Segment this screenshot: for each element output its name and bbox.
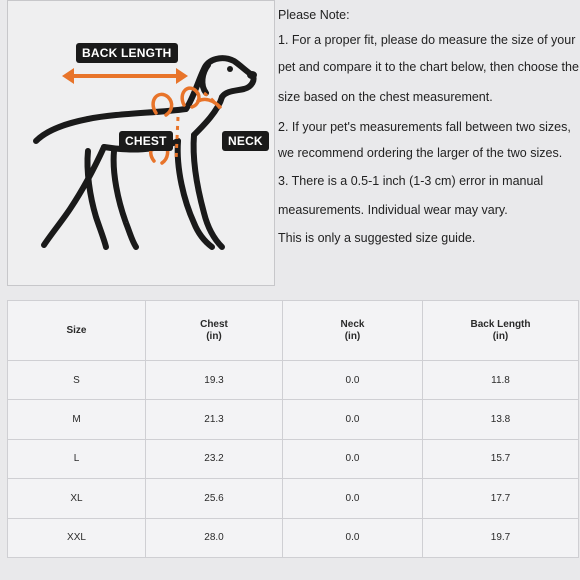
cell-chest: 23.2	[146, 439, 283, 478]
table-row	[8, 439, 579, 478]
note-line: we recommend ordering the larger of the two sizes.	[278, 146, 563, 160]
cell-neck: 0.0	[283, 361, 423, 400]
note-line: pet and compare it to the chart below, then choose the	[278, 60, 579, 74]
table-header-row	[8, 301, 579, 361]
header-size: Size	[8, 301, 146, 361]
note-line: 2. If your pet's measurements fall between two sizes,	[278, 120, 571, 134]
cell-back-length: 13.8	[423, 400, 579, 439]
cell-chest: 19.3	[146, 361, 283, 400]
header-neck: Neck (in)	[283, 301, 423, 361]
chest-label: CHEST	[119, 131, 173, 151]
table-row	[8, 518, 579, 557]
size-table	[7, 300, 579, 558]
back-length-label: BACK LENGTH	[76, 43, 178, 63]
table-row	[8, 479, 579, 518]
size-chart	[7, 300, 578, 558]
cell-chest: 21.3	[146, 400, 283, 439]
header-chest: Chest (in)	[146, 301, 283, 361]
cell-back-length: 17.7	[423, 479, 579, 518]
header-back-length: Back Length (in)	[423, 301, 579, 361]
note-line: size based on the chest measurement.	[278, 90, 493, 104]
cell-neck: 0.0	[283, 439, 423, 478]
cell-back-length: 15.7	[423, 439, 579, 478]
cell-neck: 0.0	[283, 400, 423, 439]
cell-size: L	[8, 439, 146, 478]
dog-measurement-diagram	[7, 0, 275, 286]
cell-size: XXL	[8, 518, 146, 557]
back-length-arrow-icon	[62, 68, 188, 84]
note-line: 1. For a proper fit, please do measure the size of your	[278, 33, 576, 47]
cell-size: XL	[8, 479, 146, 518]
note-line: measurements. Individual wear may vary.	[278, 203, 508, 217]
cell-chest: 25.6	[146, 479, 283, 518]
cell-back-length: 19.7	[423, 518, 579, 557]
cell-size: S	[8, 361, 146, 400]
cell-back-length: 11.8	[423, 361, 579, 400]
cell-size: M	[8, 400, 146, 439]
neck-label: NECK	[222, 131, 269, 151]
note-line: 3. There is a 0.5-1 inch (1-3 cm) error in manual	[278, 174, 544, 188]
note-heading: Please Note:	[278, 8, 350, 22]
table-row	[8, 361, 579, 400]
cell-chest: 28.0	[146, 518, 283, 557]
table-row	[8, 400, 579, 439]
note-line: This is only a suggested size guide.	[278, 231, 476, 245]
cell-neck: 0.0	[283, 518, 423, 557]
cell-neck: 0.0	[283, 479, 423, 518]
